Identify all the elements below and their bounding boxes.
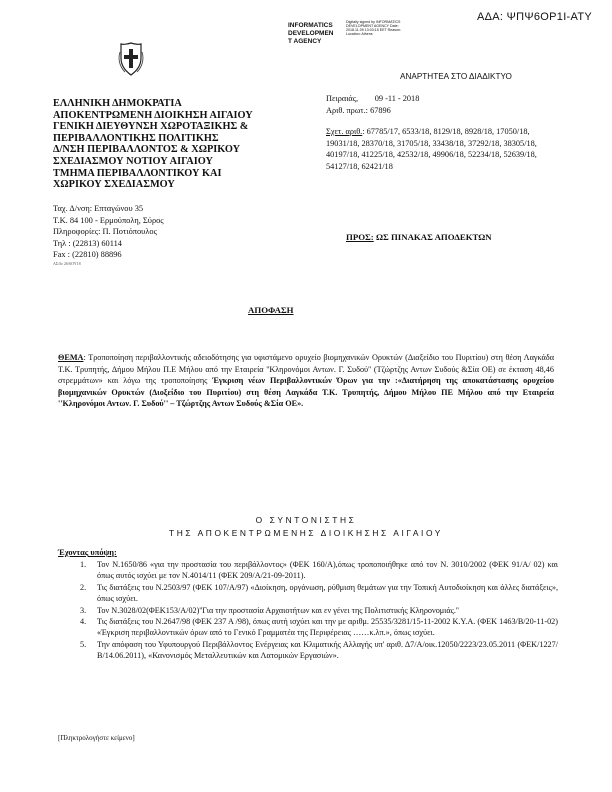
postal-code: Τ.Κ. 84 100 - Ερμούπολη, Σύρος — [53, 215, 164, 225]
org-line: ΣΧΕΔΙΑΣΜΟΥ ΝΟΤΙΟΥ ΑΙΓΑΙΟΥ — [53, 155, 213, 167]
org-line: ΕΛΛΗΝΙΚΗ ΔΗΜΟΚΡΑΤΙΑ — [53, 98, 182, 109]
subject-text: : Τροποποίηση περιβαλλοντικής αδειοδότησης για υφιστάμενο ορυχείο βιομηχανικών Ορυκτών (Διαξείδιο του Πυριτίου) στη θέση Λαγκάδα Τ.Κ. Τρυπητής, Δήμου Μήλου Π.Ε Μήλου από την Εταιρεία ''Κληρονόμοι Αντων. Γ. Συδού'' (Τζώρτζης Αντων Συδούς &Σία ΟΕ) σε έκταση 48,46 στρεμμάτων» και λόγω της τροποποίησης — [58, 353, 554, 386]
considerations-heading: Έχοντας υπόψη: — [58, 548, 117, 557]
list-item — [80, 639, 558, 662]
item-number: 1. — [80, 560, 87, 569]
publish-online-note: ΑΝΑΡΤΗΤΕΑ ΣΤΟ ΔΙΑΔΙΚΤΥΟ — [400, 72, 512, 81]
item-text: Τον Ν.3028/02(ΦΕΚ153/Α/02)''Για την προστασία Αρχαιοτήτων και εν γένει της Πολιτιστικής Κληρονομιάς.'' — [97, 605, 459, 615]
digital-signature-stamp — [288, 20, 402, 46]
contact-person: Πληροφορίες: Π. Ποτιόπουλος — [53, 227, 157, 237]
org-line: ΓΕΝΙΚΗ ΔΙΕΥΘΥΝΣΗ ΧΩΡΟΤΑΞΙΚΗΣ & — [53, 121, 249, 133]
list-item — [80, 559, 558, 582]
footer-placeholder: [Πληκτρολογήστε κείμενο] — [58, 734, 135, 742]
agency-line: DEVELOPMEN — [288, 30, 334, 37]
organization-header — [53, 98, 293, 191]
org-line: ΑΠΟΚΕΝΤΡΩΜΕΝΗ ΔΙΟΙΚΗΣΗ ΑΙΓΑΙΟΥ — [53, 109, 253, 121]
recipients — [346, 232, 492, 242]
signature-details: Digitally signed by INFORMATICS DEVELOPMENT AGENCY Date: 2018.11.09 13:03:15 EET Reason: Location: Athens — [346, 20, 402, 36]
list-item — [80, 582, 558, 605]
recipients-text: ΩΣ ΠΙΝΑΚΑΣ ΑΠΟΔΕΚΤΩΝ — [373, 232, 492, 242]
org-line: ΤΜΗΜΑ ΠΕΡΙΒΑΛΛΟΝΤΙΚΟΥ ΚΑΙ — [53, 167, 222, 179]
references-label: Σχετ. αριθ. — [326, 127, 363, 136]
ada-code: ΑΔΑ: ΨΠΨ6ΟΡ1Ι-ΑΤΥ — [477, 11, 592, 23]
subject-paragraph — [58, 352, 554, 410]
org-line: ΧΩΡΙΚΟΥ ΣΧΕΔΙΑΣΜΟΥ — [53, 179, 175, 191]
list-item — [80, 616, 558, 639]
fax: Fax : (22810) 88896 — [53, 250, 122, 260]
references-list: : 67785/17, 6533/18, 8129/18, 8928/18, 17050/18, 19031/18, 28370/18, 31705/18, 33438/18, 37292/18, 38305/18, 40197/18, 41225/18, 42532/18, 49906/18, 52234/18, 52639/18, 54127/18, 62421/18 — [326, 127, 537, 171]
item-text: Τις διατάξεις του Ν.2647/98 (ΦΕΚ 237 Α /98), όπως αυτή ισχύει και την με αριθμ. 25535/3281/15-11-2002 Κ.Υ.Α. (ΦΕΚ 1463/Β/20-11-02) «Έγκριση περιβαλλοντικών όρων από το Γενικό Γραμματέα της Περιφέρειας ……κ.λπ.», όπως ισχύει. — [97, 617, 558, 638]
signatory-line: ΤΗΣ ΑΠΟΚΕΝΤΡΩΜΕΝΗΣ ΔΙΟΙΚΗΣΗΣ ΑΙΓΑΙΟΥ — [169, 528, 443, 538]
address: Ταχ. Δ/νση: Επταγώνου 35 — [53, 204, 144, 213]
agency-line: T AGENCY — [288, 38, 322, 45]
item-text: Τον Ν.1650/86 «για την προστασία του περιβάλλοντος» (ΦΕΚ 160/Α),όπως τροποποιήθηκε από τον Ν. 3010/2002 (ΦΕΚ 91/Α/ 02) και όπως αυτός ισχύει με τον Ν.4014/11 (ΦΕΚ 209/Α/21-09-2011). — [97, 560, 558, 581]
subject-label: ΘΕΜΑ — [58, 353, 84, 362]
initials-note: ΑΣ/δε 26/6ΟΥ18 — [53, 260, 81, 266]
references — [326, 126, 558, 172]
item-number: 5. — [80, 639, 87, 649]
list-item — [80, 605, 558, 616]
item-number: 2. — [80, 582, 87, 592]
protocol-number: Αριθ. πρωτ.: 67896 — [326, 105, 391, 115]
signatory-title — [0, 514, 612, 540]
item-number: 3. — [80, 605, 87, 615]
org-line: Δ/ΝΣΗ ΠΕΡΙΒΑΛΛΟΝΤΟΣ & ΧΩΡΙΚΟΥ — [53, 144, 241, 156]
contact-block — [53, 203, 164, 266]
phone: Τηλ : (22813) 60114 — [53, 238, 122, 248]
item-number: 4. — [80, 617, 87, 627]
item-text: Τις διατάξεις του Ν.2503/97 (ΦΕΚ 107/Α/97) «Διοίκηση, οργάνωση, ρύθμιση θεμάτων για την Τοπική Αυτοδιοίκηση και άλλες διατάξεις», όπως ισχύει. — [97, 582, 558, 604]
recipients-label: ΠΡΟΣ: — [346, 232, 374, 242]
considerations-list — [80, 559, 558, 662]
greek-emblem-icon — [118, 42, 144, 76]
signatory-line: Ο ΣΥΝΤΟΝΙΣΤΗΣ — [255, 515, 357, 525]
decision-title: ΑΠΟΦΑΣΗ — [248, 305, 294, 315]
subject-bold-text: Έγκριση νέων Περιβαλλοντικών Όρων για την :«Διατήρηση της αποκατάστασης ορυχείου βιομηχανικών Ορυκτών (Διοξείδιο του Πυριτίου) στη θέση Λαγκάδα Τ.Κ. Τρυπητής, Δήμου Μήλου ΠΕ Μήλου από την Εταιρεία ''Κληρονόμοι Αντων. Γ. Συδού'' – Τζώρτζης Αντων Συδούς &Σία ΟΕ». — [58, 376, 554, 409]
place-date: Πειραιάς, 09 -11 - 2018 — [326, 94, 420, 103]
org-line: ΠΕΡΙΒΑΛΛΟΝΤΙΚΗΣ ΠΟΛΙΤΙΚΗΣ — [53, 132, 219, 144]
item-text: Την απόφαση του Υφυπουργού Περιβάλλοντος Ενέργειας και Κλιματικής Αλλαγής υπ' αριθ. Δ7/Α/οικ.12050/2223/23.05.2011 (ΦΕΚ/1227/Β/14.06.2011), «Κανονισμός Μεταλλευτικών και Λατομικών Εργασιών». — [97, 639, 558, 661]
agency-line: INFORMATICS — [288, 22, 333, 29]
date-block — [326, 93, 419, 116]
